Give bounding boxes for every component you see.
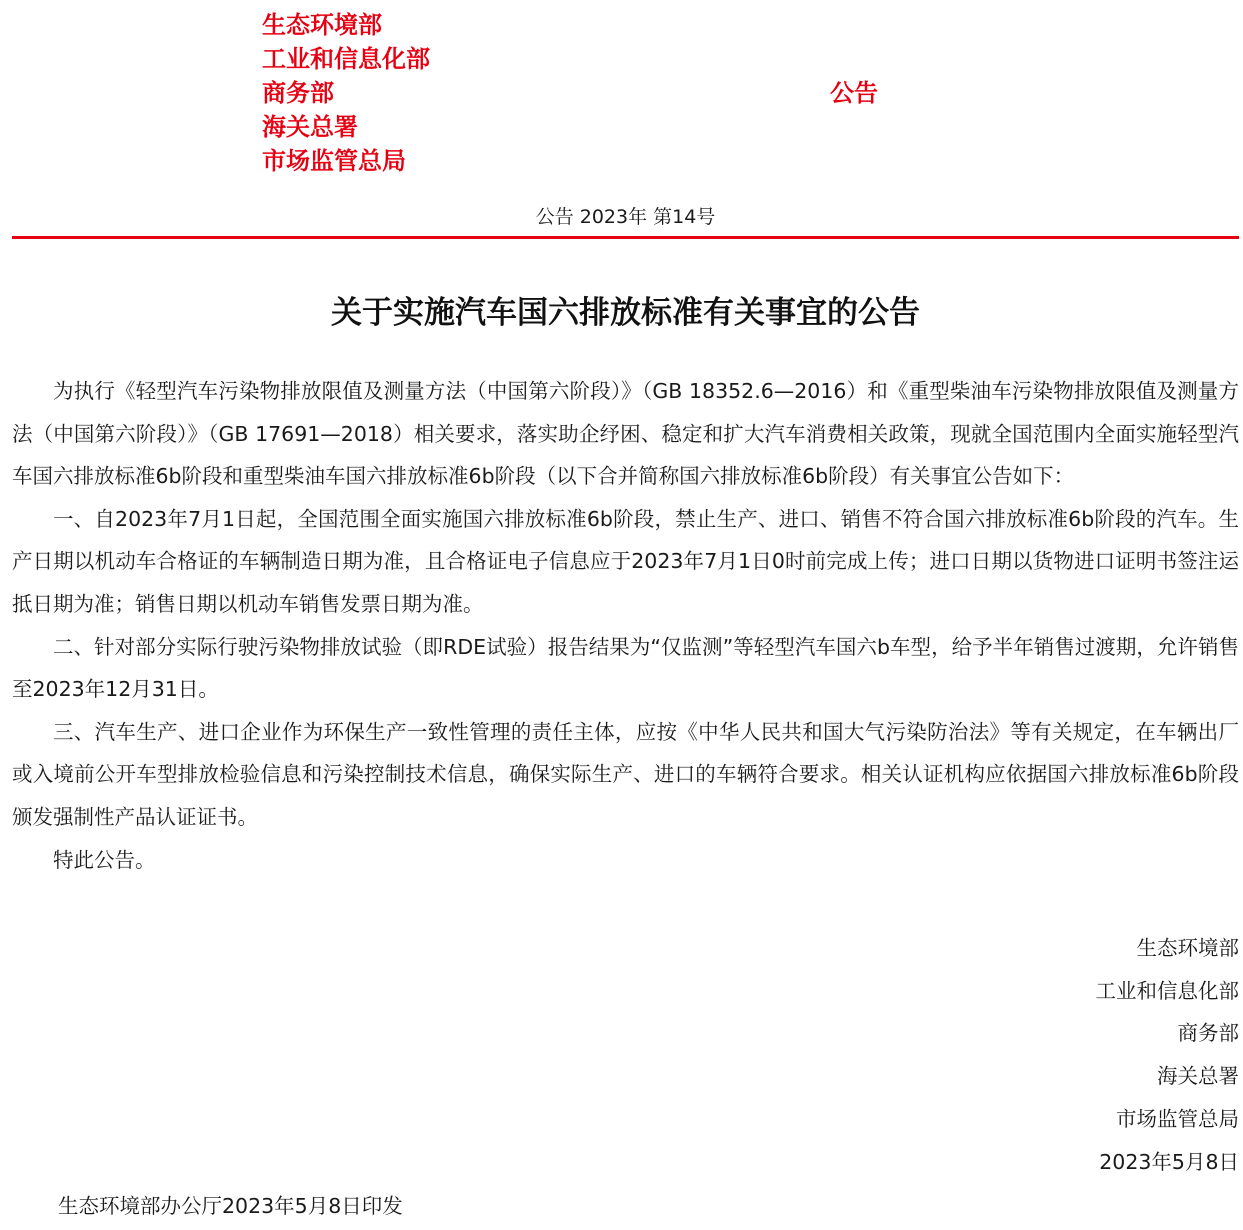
document-type: 公告 [830, 79, 878, 107]
document-number: 公告 2023年 第14号 [535, 206, 716, 228]
signature-date: 2023年5月8日 [1099, 1149, 1239, 1174]
closing-paragraph: 特此公告。 [53, 847, 156, 872]
signature-market-regulation: 市场监管总局 [1116, 1106, 1239, 1131]
document-header [0, 0, 1243, 240]
signature-ministry-ecology-environment: 生态环境部 [1136, 936, 1239, 960]
issuer-market-regulation: 市场监管总局 [262, 147, 406, 175]
issuer-ministry-commerce: 商务部 [262, 79, 334, 107]
issuance-note: 生态环境部办公厅2023年5月8日印发 [58, 1194, 403, 1218]
signature-block [1096, 927, 1240, 1183]
issuer-customs: 海关总署 [262, 113, 358, 141]
header-divider [12, 236, 1239, 239]
announcement-body [12, 370, 1239, 881]
signature-ministry-commerce: 商务部 [1177, 1021, 1239, 1046]
intro-paragraph: 为执行《轻型汽车污染物排放限值及测量方法（中国第六阶段）》（GB 18352.6—2016）和《重型柴油车污染物排放限值及测量方法（中国第六阶段）》（GB 17691—2018）相关要求，落实助企纾困、稳定和扩大汽车消费相关政策，现就全国范围内全面实施轻型汽车国六排放标准6b阶段和重型柴油车国六排放标准6b阶段（以下合并简称国六排放标准6b阶段）有关事宜公告如下： [12, 379, 1239, 489]
issuing-agencies [262, 8, 430, 178]
clause-two-paragraph: 二、针对部分实际行驶污染物排放试验（即RDE试验）报告结果为“仅监测”等轻型汽车国六b车型，给予半年销售过渡期，允许销售至2023年12月31日。 [12, 634, 1239, 702]
page-title: 关于实施汽车国六排放标准有关事宜的公告 [331, 295, 920, 331]
clause-three-paragraph: 三、汽车生产、进口企业作为环保生产一致性管理的责任主体，应按《中华人民共和国大气污染防治法》等有关规定，在车辆出厂或入境前公开车型排放检验信息和污染控制技术信息，确保实际生产、进口的车辆符合要求。相关认证机构应依据国六排放标准6b阶段颁发强制性产品认证证书。 [12, 719, 1239, 829]
issuer-ministry-ecology-environment: 生态环境部 [262, 11, 382, 39]
issuer-ministry-industry-it: 工业和信息化部 [262, 45, 430, 73]
signature-ministry-industry-it: 工业和信息化部 [1095, 978, 1239, 1003]
signature-customs: 海关总署 [1157, 1064, 1239, 1089]
clause-one-paragraph: 一、自2023年7月1日起，全国范围全面实施国六排放标准6b阶段，禁止生产、进口、销售不符合国六排放标准6b阶段的汽车。生产日期以机动车合格证的车辆制造日期为准，且合格证电子信息应于2023年7月1日0时前完成上传；进口日期以货物进口证明书签注运抵日期为准；销售日期以机动车销售发票日期为准。 [12, 506, 1239, 616]
